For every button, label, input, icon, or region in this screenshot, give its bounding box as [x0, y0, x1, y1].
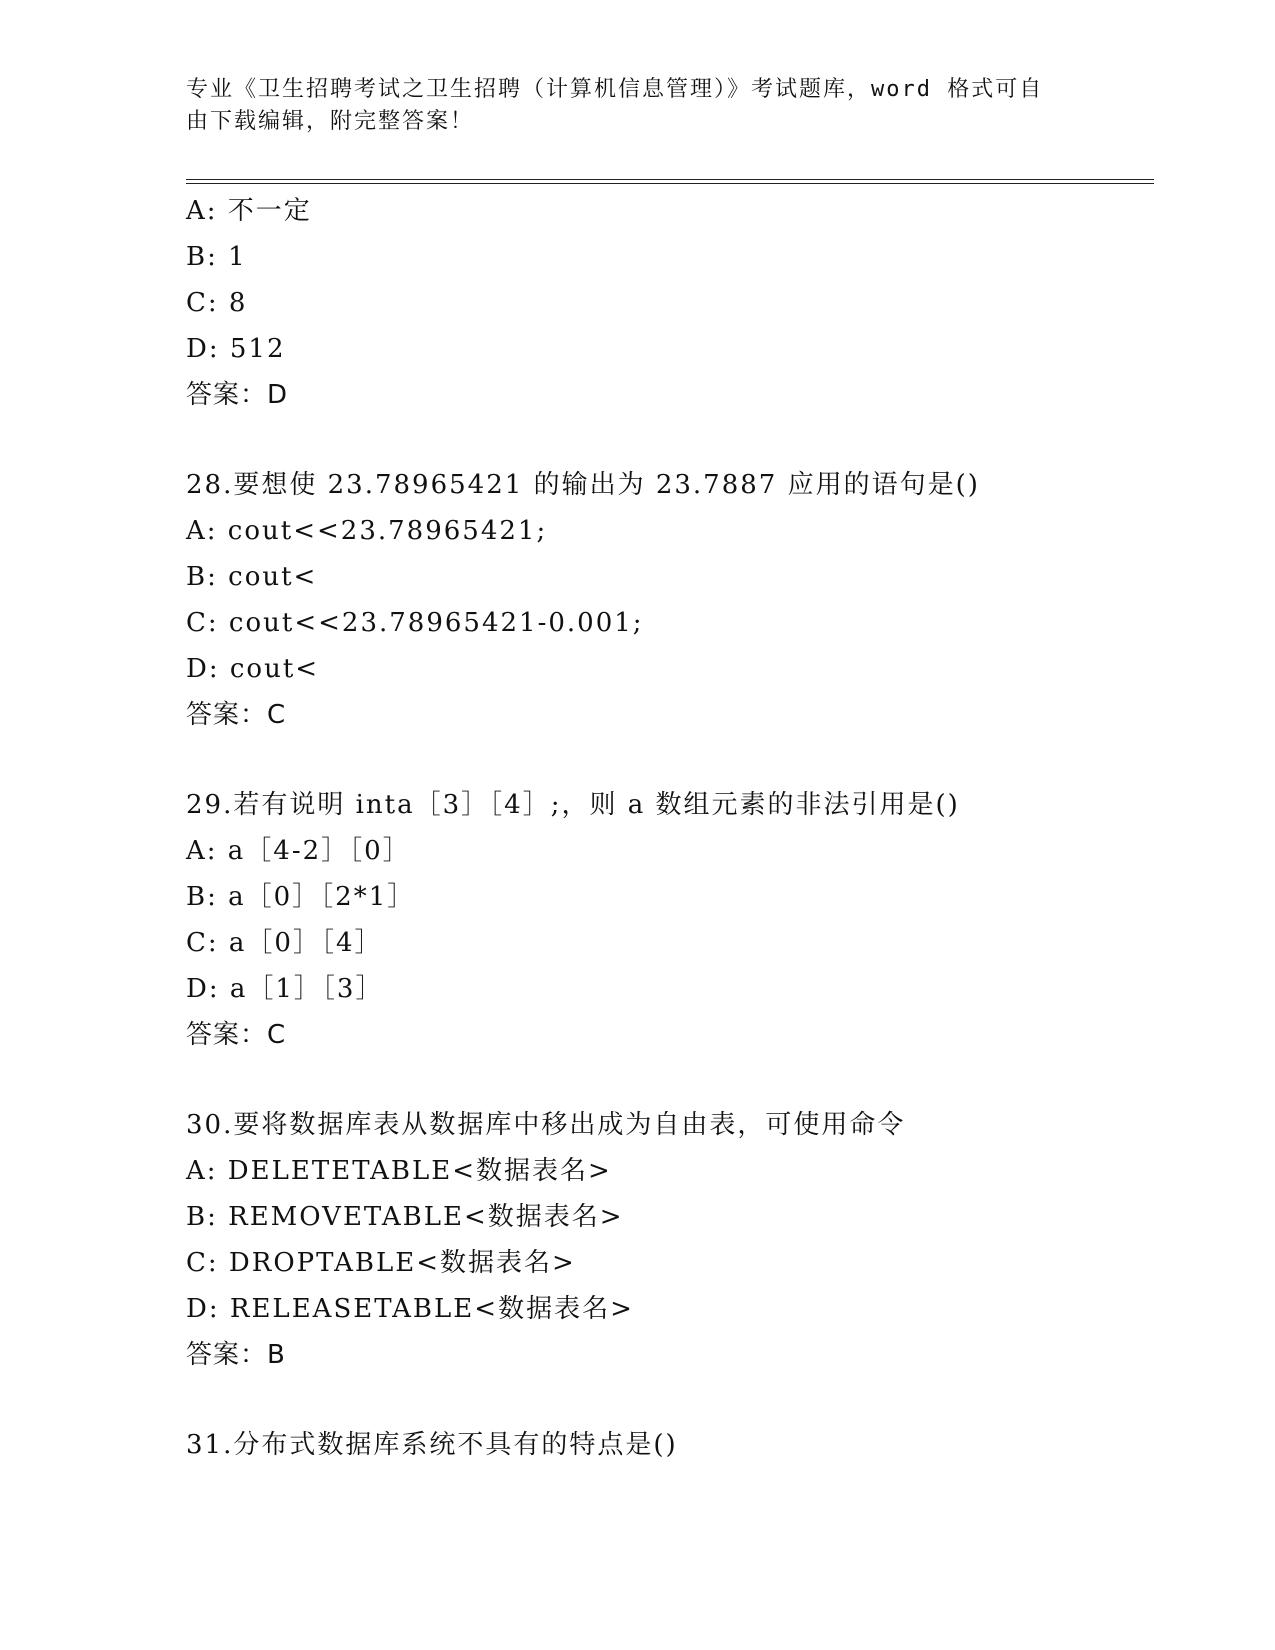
option-b: B: a［0］［2*1］ [186, 882, 416, 912]
block-spacer [186, 1378, 1154, 1422]
block-spacer [186, 1058, 1154, 1102]
block-spacer [186, 738, 1154, 782]
question-text: 29.若有说明 inta［3］［4］;，则 a 数组元素的非法引用是() [186, 790, 960, 820]
option-c: C: DROPTABLE<数据表名> [186, 1248, 576, 1278]
header-divider-top [186, 179, 1154, 180]
answer-label: 答案：B [186, 1340, 286, 1370]
option-b: B: 1 [186, 242, 247, 272]
question-block [186, 1422, 1154, 1468]
question-list [186, 188, 1154, 1468]
option-b: B: cout< [186, 562, 318, 592]
question-block [186, 188, 1154, 418]
option-c: C: 8 [186, 288, 248, 318]
header-divider-bottom [186, 183, 1154, 184]
option-d: D: a［1］［3］ [186, 974, 384, 1004]
answer-label: 答案：C [186, 700, 287, 730]
option-a: A: 不一定 [186, 196, 312, 226]
question-block [186, 1102, 1154, 1378]
option-c: C: a［0］［4］ [186, 928, 383, 958]
header-line-2: 由下载编辑，附完整答案！ [186, 109, 475, 134]
option-a: A: cout<<23.78965421; [186, 516, 548, 546]
option-c: C: cout<<23.78965421-0.001; [186, 608, 644, 638]
question-text: 31.分布式数据库系统不具有的特点是() [186, 1430, 678, 1460]
option-d: D: cout< [186, 654, 320, 684]
question-block [186, 462, 1154, 738]
option-a: A: a［4-2］［0］ [186, 836, 411, 866]
document-header [186, 74, 1066, 138]
answer-label: 答案：D [186, 380, 289, 410]
header-line-1: 专业《卫生招聘考试之卫生招聘（计算机信息管理）》考试题库，word 格式可自 [186, 77, 1044, 102]
option-d: D: 512 [186, 334, 286, 364]
answer-label: 答案：C [186, 1020, 287, 1050]
option-d: D: RELEASETABLE<数据表名> [186, 1294, 634, 1324]
block-spacer [186, 418, 1154, 462]
option-a: A: DELETETABLE<数据表名> [186, 1156, 612, 1186]
question-block [186, 782, 1154, 1058]
question-text: 28.要想使 23.78965421 的输出为 23.7887 应用的语句是() [186, 470, 980, 500]
question-text: 30.要将数据库表从数据库中移出成为自由表，可使用命令 [186, 1110, 906, 1140]
option-b: B: REMOVETABLE<数据表名> [186, 1202, 624, 1232]
